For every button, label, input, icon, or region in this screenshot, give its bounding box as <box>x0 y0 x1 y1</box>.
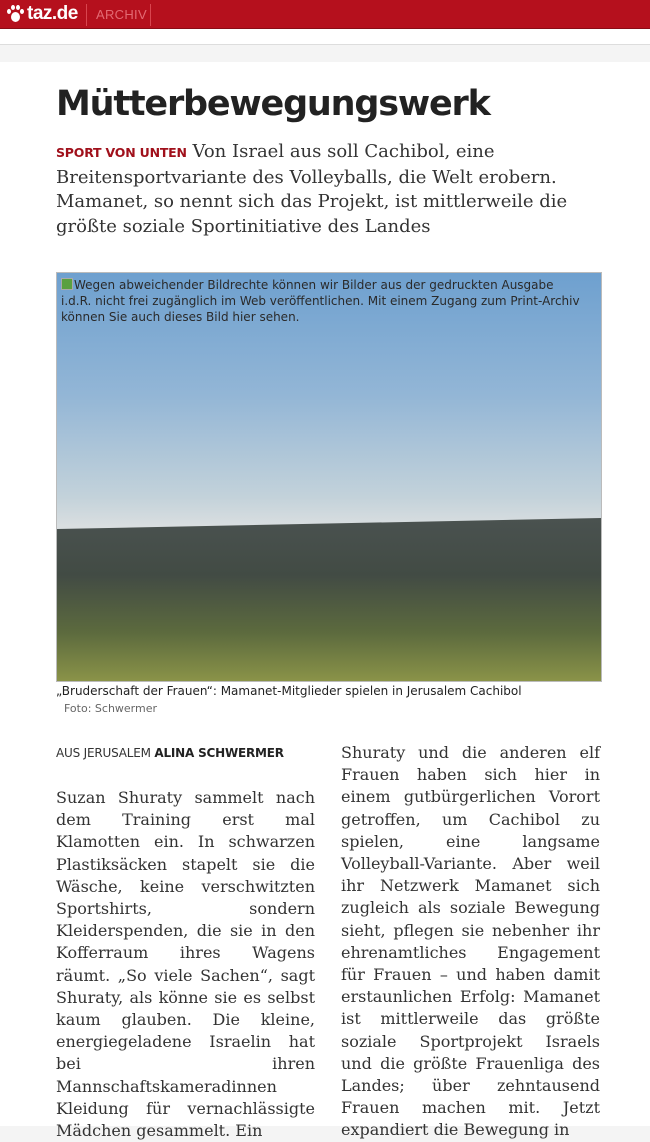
image-rights-notice: Wegen abweichender Bildrechte können wir Bilder aus der gedruckten Ausgabe i.d.R. nicht frei zugänglich im Web veröffentlichen. Mit einem Zugang zum Print-Archiv können Sie auch dieses Bild hier sehen. <box>61 278 580 324</box>
article-image <box>56 272 602 682</box>
lead-text: Von Israel aus soll Cachibol, eine Breitensportvariante des Volleyballs, die Welt erobern. Mamanet, so nennt sich das Projekt, ist mittlerweile die größte soziale Sportinitiative des Landes <box>56 141 568 237</box>
nav-archiv-link[interactable]: ARCHIV <box>96 7 147 22</box>
nav-divider <box>86 4 87 26</box>
paw-icon <box>6 5 24 23</box>
top-bar <box>0 0 650 29</box>
byline <box>56 746 284 760</box>
nav-divider <box>150 4 151 26</box>
field-graphic <box>57 273 601 681</box>
image-credit: Foto: Schwermer <box>64 702 158 715</box>
logo-text: taz.de <box>27 3 78 24</box>
article-page <box>0 62 650 1141</box>
article-kicker: SPORT VON UNTEN <box>56 145 187 160</box>
article-lead <box>56 140 611 239</box>
taz-logo-link[interactable] <box>6 2 78 26</box>
broken-image-icon <box>61 278 73 290</box>
image-caption: „Bruderschaft der Frauen“: Mamanet-Mitglieder spielen in Jerusalem Cachibol <box>56 684 522 698</box>
article-headline: Mütterbewegungswerk <box>56 84 490 124</box>
article-column-2: Shuraty und die anderen elf Frauen haben sich hier in einem gutbürgerlichen Vorort getroffen, um Cachibol zu spielen, eine langsame Volleyball-Variante. Aber weil ihr Netzwerk Mamanet sich zugleich als soziale Bewegung sieht, pflegen sie nebenher ihr ehrenamtliches Engagement für Frauen – und haben damit erstaunlichen Erfolg: Mamanet ist mittlerweile das größte soziale Sportprojekt Israels und die größte Frauenliga des Landes; über zehntausend Frauen machen mit. Jetzt expandiert die Bewegung in <box>341 743 600 1140</box>
byline-place: AUS JERUSALEM <box>56 746 151 760</box>
sub-header-bar <box>0 29 650 45</box>
article-column-1: Suzan Shuraty sammelt nach dem Training erst mal Klamotten ein. In schwarzen Plastiksäcken stapelt sie die Wäsche, keine verschwitzten Sportshirts, sondern Kleiderspenden, die sie in den Kofferraum ihres Wagens räumt. „So viele Sachen“, sagt Shuraty, als könne sie es selbst kaum glauben. Die kleine, energiegeladene Israelin hat bei ihren Mannschaftskameradinnen Kleidung für vernachlässigte Mädchen gesammelt. Ein <box>56 788 315 1141</box>
byline-author[interactable]: ALINA SCHWERMER <box>154 746 284 760</box>
